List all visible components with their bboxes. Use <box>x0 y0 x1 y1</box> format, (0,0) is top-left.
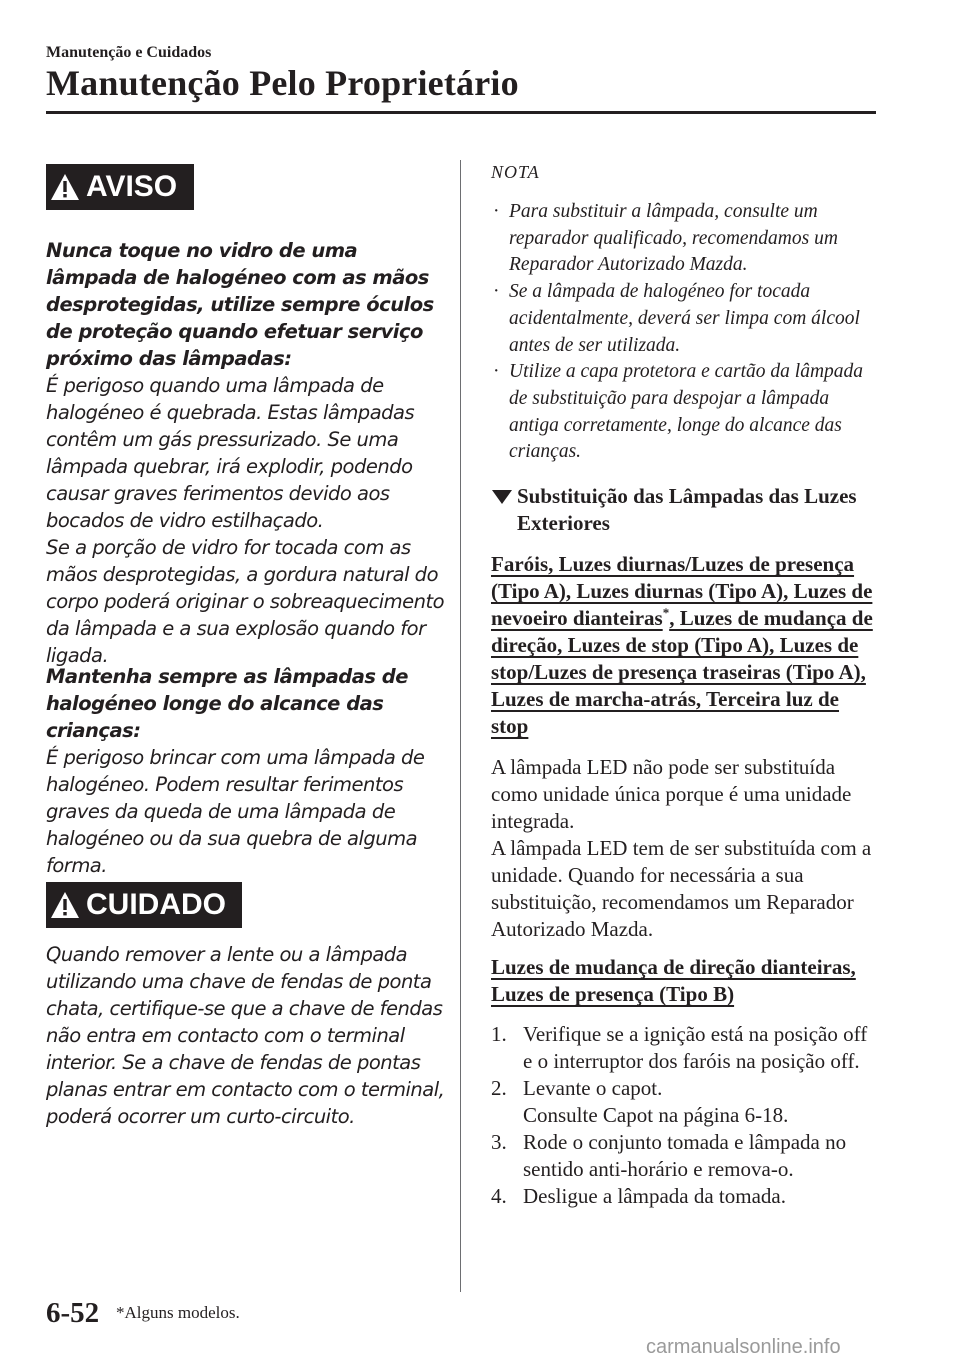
warning-heading-1: Nunca toque no vidro de uma lâmpada de halogéneo com as mãos desprotegidas, utilize sempre óculos de proteção quando efetuar serviço próximo das lâmpadas: <box>46 239 434 370</box>
caution-label-text: CUIDADO <box>86 888 226 921</box>
note-item-text: Se a lâmpada de halogéneo for tocada acidentalmente, deverá ser limpa com álcool antes de ser utilizada. <box>509 281 860 356</box>
body-text-1: A lâmpada LED não pode ser substituída como unidade única porque é uma unidade integrada. <box>491 755 852 833</box>
warning-text-2: É perigoso brincar com uma lâmpada de halogéneo. Podem resultar ferimentos graves da queda de uma lâmpada de halogéneo ou da sua quebra de alguma forma. <box>46 746 425 877</box>
warning-label-text: AVISO <box>86 170 178 203</box>
warning-triangle-icon <box>50 891 80 919</box>
column-divider <box>460 160 461 1292</box>
body-text-2: A lâmpada LED tem de ser substituída com a unidade. Quando for necessária a sua substituição, recomendamos um Reparador Autorizado Mazda. <box>491 836 872 941</box>
step-text: Desligue a lâmpada da tomada. <box>523 1184 786 1208</box>
step-text: Verifique se a ignição está na posição off e o interruptor dos faróis na posição off. <box>523 1022 868 1073</box>
step-text: Rode o conjunto tomada e lâmpada no sentido anti-horário e remova-o. <box>523 1130 847 1181</box>
bullet-icon: · <box>493 201 500 222</box>
step-number: 3. <box>491 1130 507 1154</box>
step-number: 4. <box>491 1184 507 1208</box>
footnote: *Alguns modelos. <box>116 1303 240 1322</box>
page-title: Manutenção Pelo Proprietário <box>46 63 519 103</box>
step-item <box>491 1183 876 1210</box>
step-item <box>491 1075 876 1102</box>
warning-triangle-icon <box>50 173 80 201</box>
step-item <box>491 1021 876 1075</box>
step-number: 1. <box>491 1022 507 1046</box>
note-item <box>493 359 873 466</box>
warning-label <box>46 164 194 210</box>
bullet-icon: · <box>493 281 500 303</box>
watermark: carmanualsonline.info <box>646 1336 841 1358</box>
note-list <box>493 199 873 466</box>
page-number: 6-52 <box>46 1297 100 1329</box>
step-list <box>491 1021 876 1210</box>
warning-text-1: É perigoso quando uma lâmpada de halogéneo é quebrada. Estas lâmpadas contêm um gás pressurizado. Se uma lâmpada quebrar, irá explodir, podendo causar graves ferimentos devido aos bocados de vidro estilhaçado. <box>46 374 415 532</box>
body-block-1 <box>491 754 876 943</box>
subheading-2 <box>491 954 876 1008</box>
section-heading <box>491 483 871 537</box>
triangle-down-icon <box>491 489 513 505</box>
section-heading-text: Substituição das Lâmpadas das Luzes Exteriores <box>517 484 857 535</box>
caution-label <box>46 882 242 928</box>
note-item-text: Para substituir a lâmpada, consulte um reparador qualificado, recomendamos um Reparador Autorizado Mazda. <box>509 201 838 276</box>
step-number: 2. <box>491 1076 507 1100</box>
bullet-icon: · <box>493 361 500 383</box>
step-text: Levante o capot. <box>523 1076 663 1100</box>
subheading-1-part2: , Luzes de mudança de direção, Luzes de stop (Tipo A), Luzes de stop/Luzes de presença traseiras (Tipo A), Luzes de marcha-atrás, Terceira luz de stop <box>491 606 873 738</box>
section-kicker: Manutenção e Cuidados <box>46 44 212 61</box>
subheading-1-part1: Faróis, Luzes diurnas/Luzes de presença (Tipo A), Luzes diurnas (Tipo A), Luzes de nevoeiro dianteiras <box>491 552 873 630</box>
note-item-text: Utilize a capa protetora e cartão da lâmpada de substituição para despojar a lâmpada antiga corretamente, longe do alcance das crianças. <box>509 361 864 463</box>
subheading-2-text: Luzes de mudança de direção dianteiras, Luzes de presença (Tipo B) <box>491 955 856 1006</box>
warning-heading-2: Mantenha sempre as lâmpadas de halogéneo longe do alcance das crianças: <box>46 665 408 742</box>
asterisk-marker: * <box>662 605 670 620</box>
step-item <box>491 1102 876 1129</box>
title-rule <box>46 111 876 114</box>
step-text: Consulte Capot na página 6-18. <box>523 1103 789 1127</box>
caution-block <box>46 941 446 1130</box>
note-item <box>493 279 873 359</box>
warning-block-2 <box>46 663 446 879</box>
subheading-1 <box>491 551 876 740</box>
caution-text: Quando remover a lente ou a lâmpada utilizando uma chave de fendas de ponta chata, certifique-se que a chave de fendas não entra em contacto com o terminal interior. Se a chave de fendas de pontas planas entrar em contacto com o terminal, poderá ocorrer um curto-circuito. <box>46 943 445 1128</box>
note-item <box>493 199 873 279</box>
note-heading: NOTA <box>491 162 540 182</box>
step-item <box>491 1129 876 1183</box>
warning-text-1b: Se a porção de vidro for tocada com as mãos desprotegidas, a gordura natural do corpo poderá originar o sobreaquecimento da lâmpada e a sua explosão quando for ligada. <box>46 536 445 667</box>
warning-block-1 <box>46 237 446 669</box>
